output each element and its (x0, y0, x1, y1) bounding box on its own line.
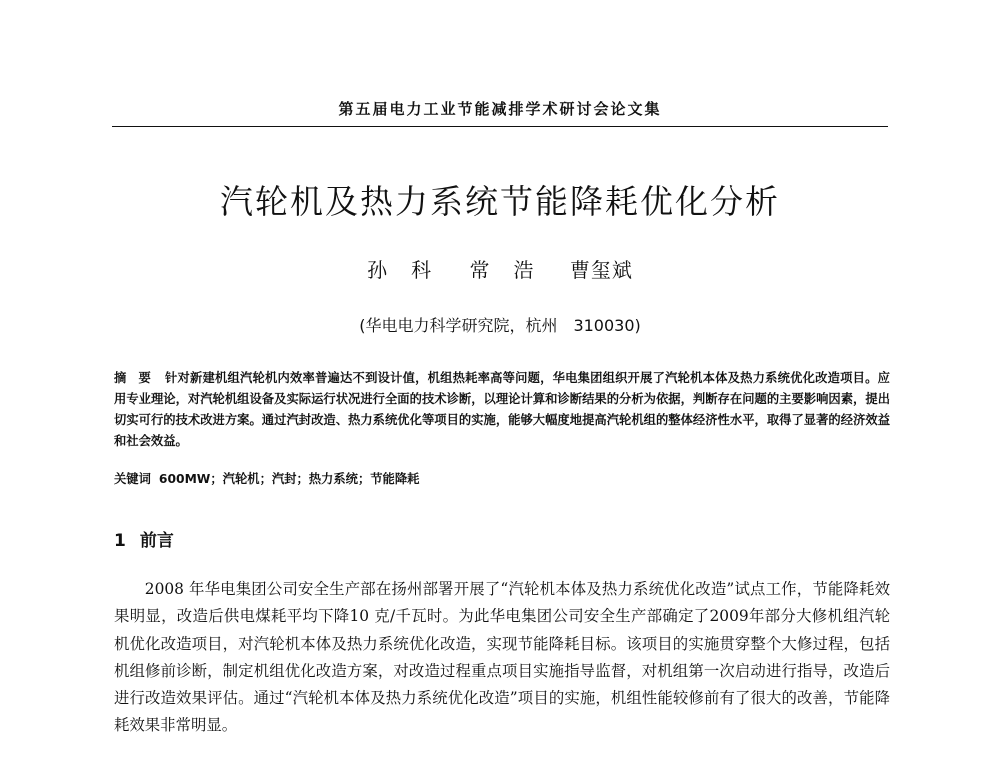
body-paragraph: 2008 年华电集团公司安全生产部在扬州部署开展了“汽轮机本体及热力系统优化改造”试点工作，节能降耗效果明显，改造后供电煤耗平均下降10 克/千瓦时。为此华电集团公司安全生产部确定了2009年部分大修机组汽轮机优化改造项目，对汽轮机本体及热力系统优化改造，实现节能降耗目标。该项目的实施贯穿整个大修过程，包括机组修前诊断，制定机组优化改造方案，对改造过程重点项目实施指导监督，对机组第一次启动进行指导，改造后进行改造效果评估。通过“汽轮机本体及热力系统优化改造”项目的实施，机组性能较修前有了很大的改善，节能降耗效果非常明显。 (114, 580, 890, 735)
affiliation: (华电电力科学研究院，杭州 310030) (359, 316, 641, 335)
author-list (0, 254, 1000, 283)
keywords (114, 469, 890, 487)
header-rule (112, 126, 888, 127)
author-name: 孙科 (367, 258, 456, 282)
keywords-text: 600MW；汽轮机；汽封；热力系统；节能降耗 (158, 472, 420, 486)
abstract-text: 针对新建机组汽轮机内效率普遍达不到设计值，机组热耗率高等问题，华电集团组织开展了汽轮机本体及热力系统优化改造项目。应用专业理论，对汽轮机组设备及实际运行状况进行全面的技术诊断，以理论计算和诊断结果的分析为依据，判断存在问题的主要影响因素，提出切实可行的技术改进方案。通过汽封改造、热力系统优化等项目的实施，能够大幅度地提高汽轮机组的整体经济性水平，取得了显著的经济效益和社会效益。 (114, 371, 890, 448)
running-header: 第五届电力工业节能减排学术研讨会论文集 (338, 100, 662, 118)
section-number: 1 (114, 531, 126, 551)
keywords-label: 关键词 (114, 472, 151, 486)
author-name: 常浩 (469, 258, 558, 282)
section-heading (114, 526, 174, 551)
author-name: 曹玺斌 (569, 258, 633, 282)
abstract-label: 摘要 (114, 371, 164, 385)
section-title: 前言 (139, 531, 174, 551)
paper-title: 汽轮机及热力系统节能降耗优化分析 (220, 182, 780, 221)
abstract (114, 368, 890, 452)
